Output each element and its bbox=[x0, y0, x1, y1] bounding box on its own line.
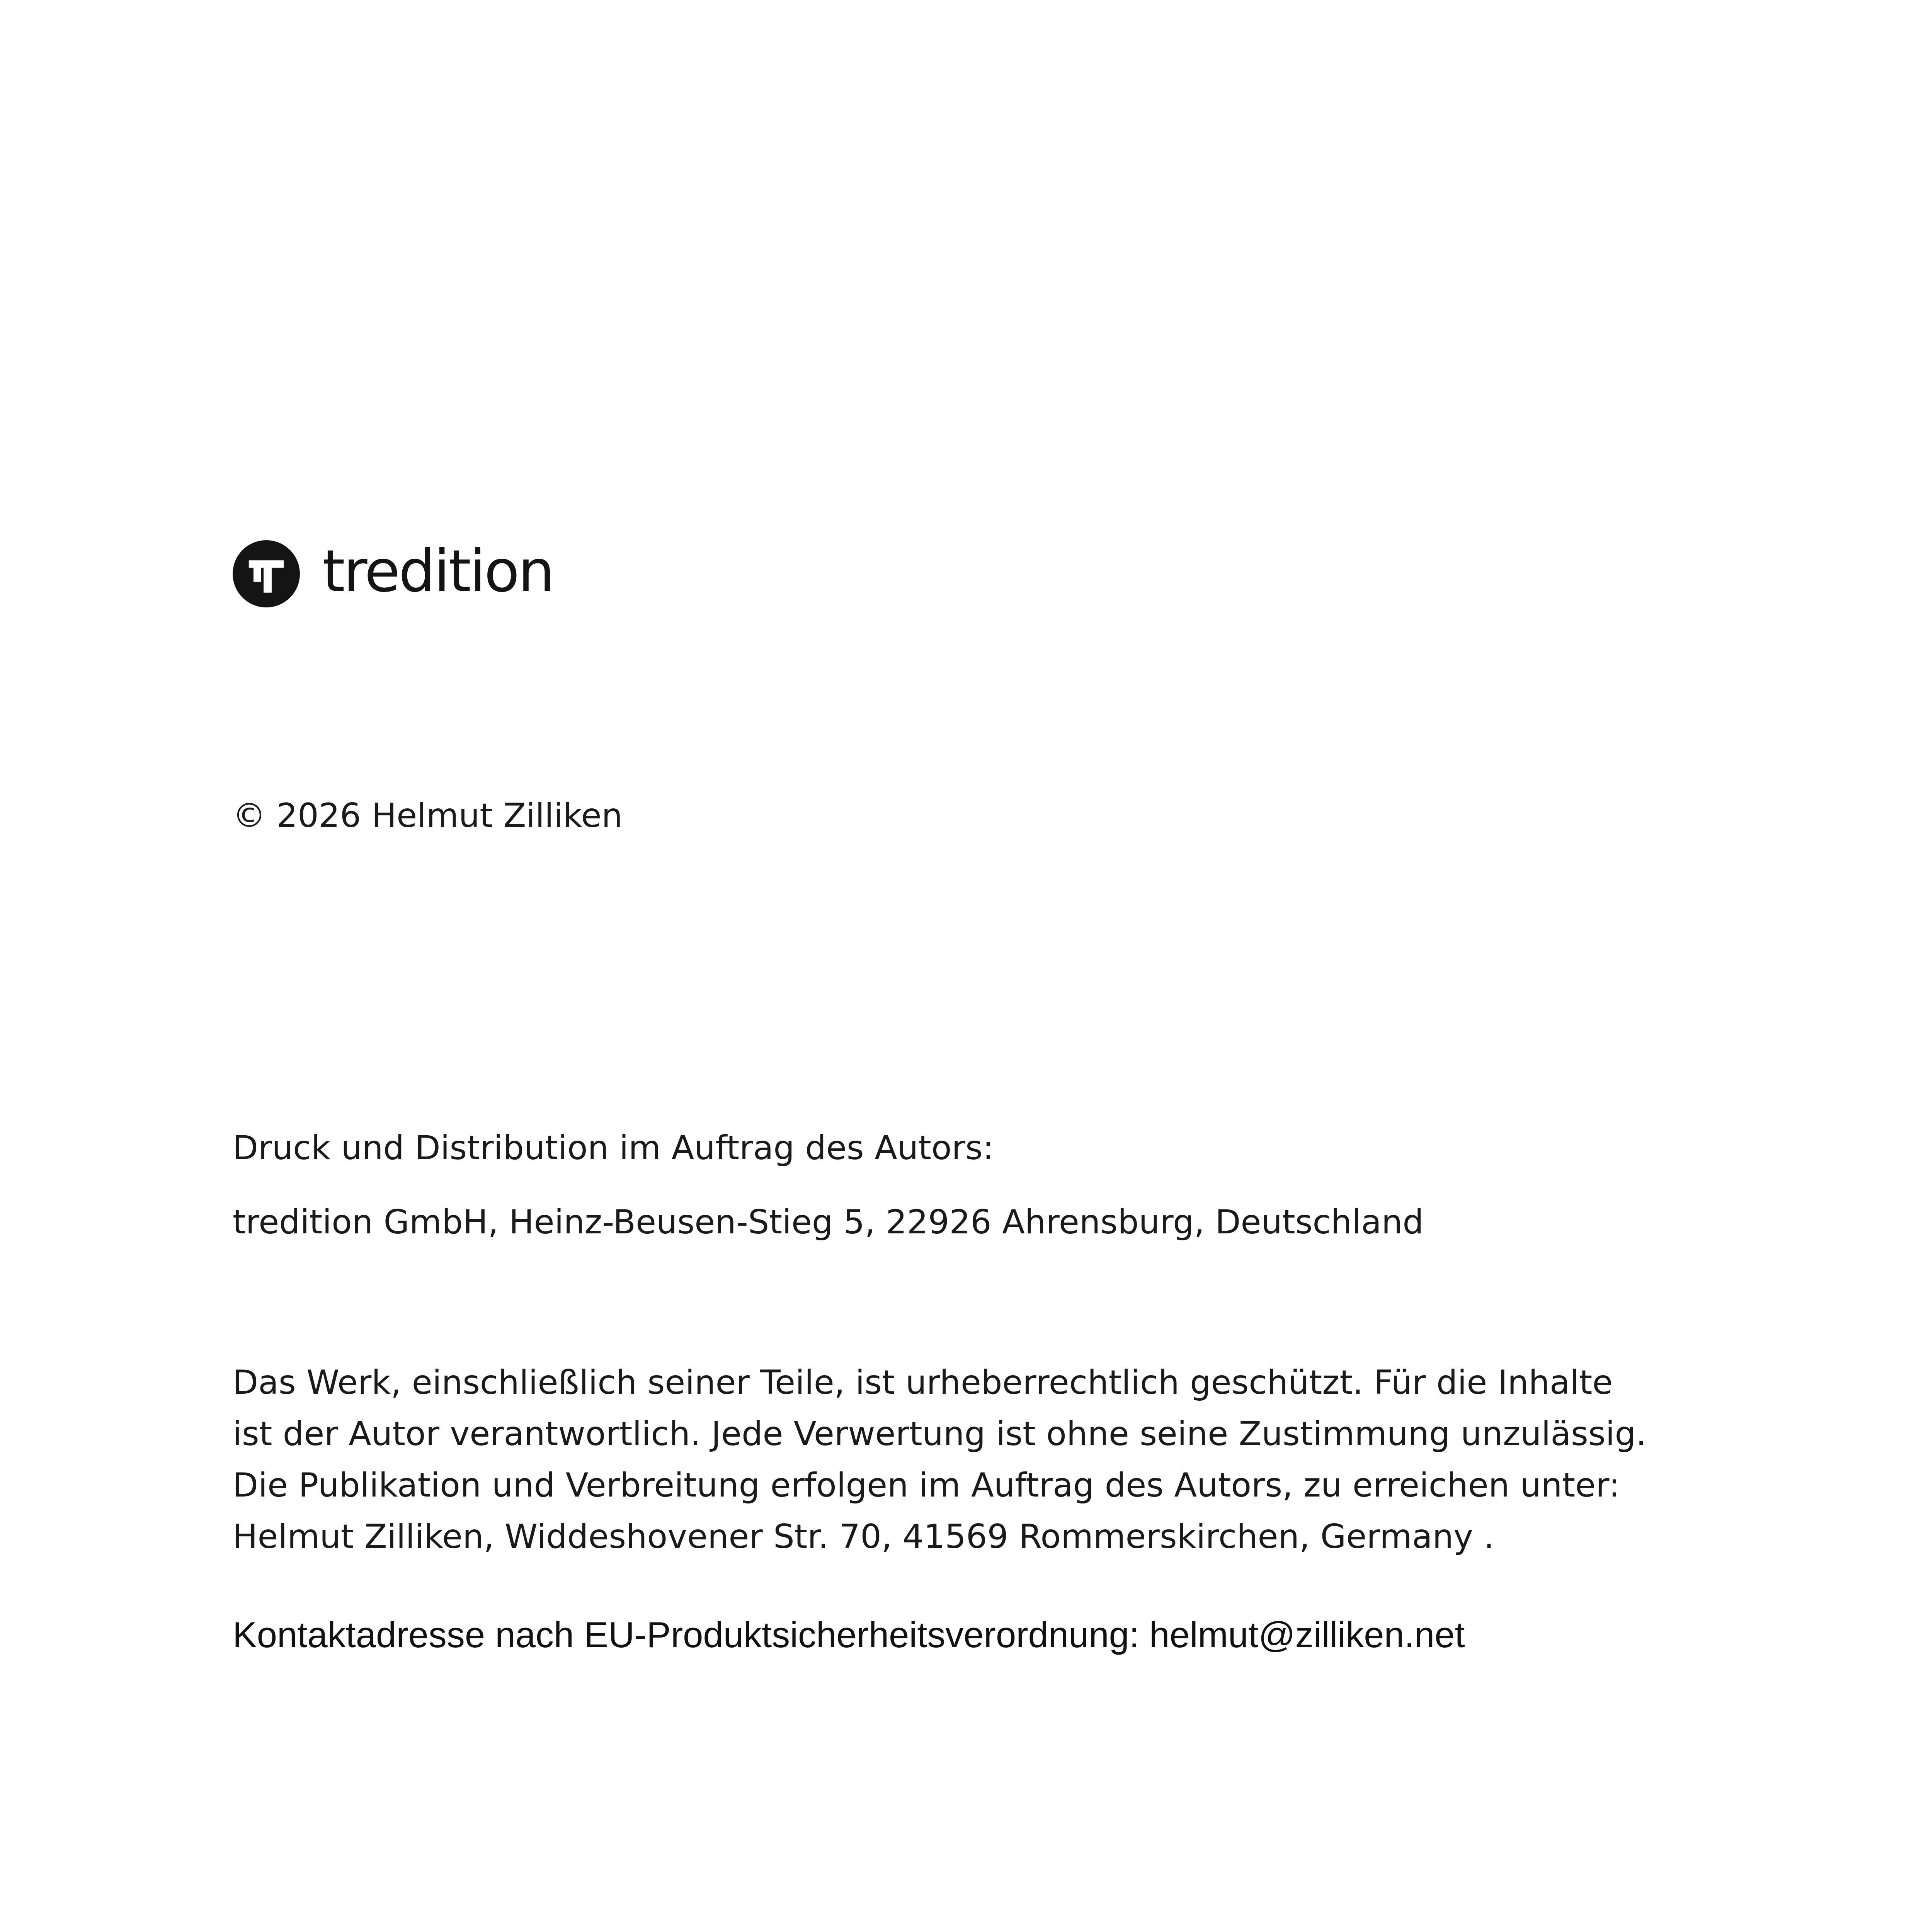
legal-line: Helmut Zilliken, Widdeshovener Str. 70, 41569 Rommerskirchen, Germany . bbox=[233, 1517, 1494, 1556]
legal-line: Das Werk, einschließlich seiner Teile, ist urheberrechtlich geschützt. Für die Inhalte bbox=[233, 1363, 1613, 1402]
publisher-logo bbox=[233, 539, 553, 609]
legal-notice bbox=[233, 1357, 1647, 1563]
logo-wordmark: tredition bbox=[322, 538, 553, 605]
printing-label: Druck und Distribution im Auftrag des Autors: bbox=[233, 1129, 994, 1167]
legal-line: Die Publikation und Verbreitung erfolgen im Auftrag des Autors, zu erreichen unter: bbox=[233, 1466, 1620, 1505]
legal-line: ist der Autor verantwortlich. Jede Verwertung ist ohne seine Zustimmung unzulässig. bbox=[233, 1415, 1647, 1453]
copyright-notice: © 2026 Helmut Zilliken bbox=[233, 796, 623, 835]
tredition-logo-icon bbox=[233, 540, 300, 607]
printing-address: tredition GmbH, Heinz-Beusen-Stieg 5, 22926 Ahrensburg, Deutschland bbox=[233, 1203, 1424, 1242]
contact-address: Kontaktadresse nach EU-Produktsicherheitsverordnung: helmut@zilliken.net bbox=[233, 1614, 1465, 1655]
